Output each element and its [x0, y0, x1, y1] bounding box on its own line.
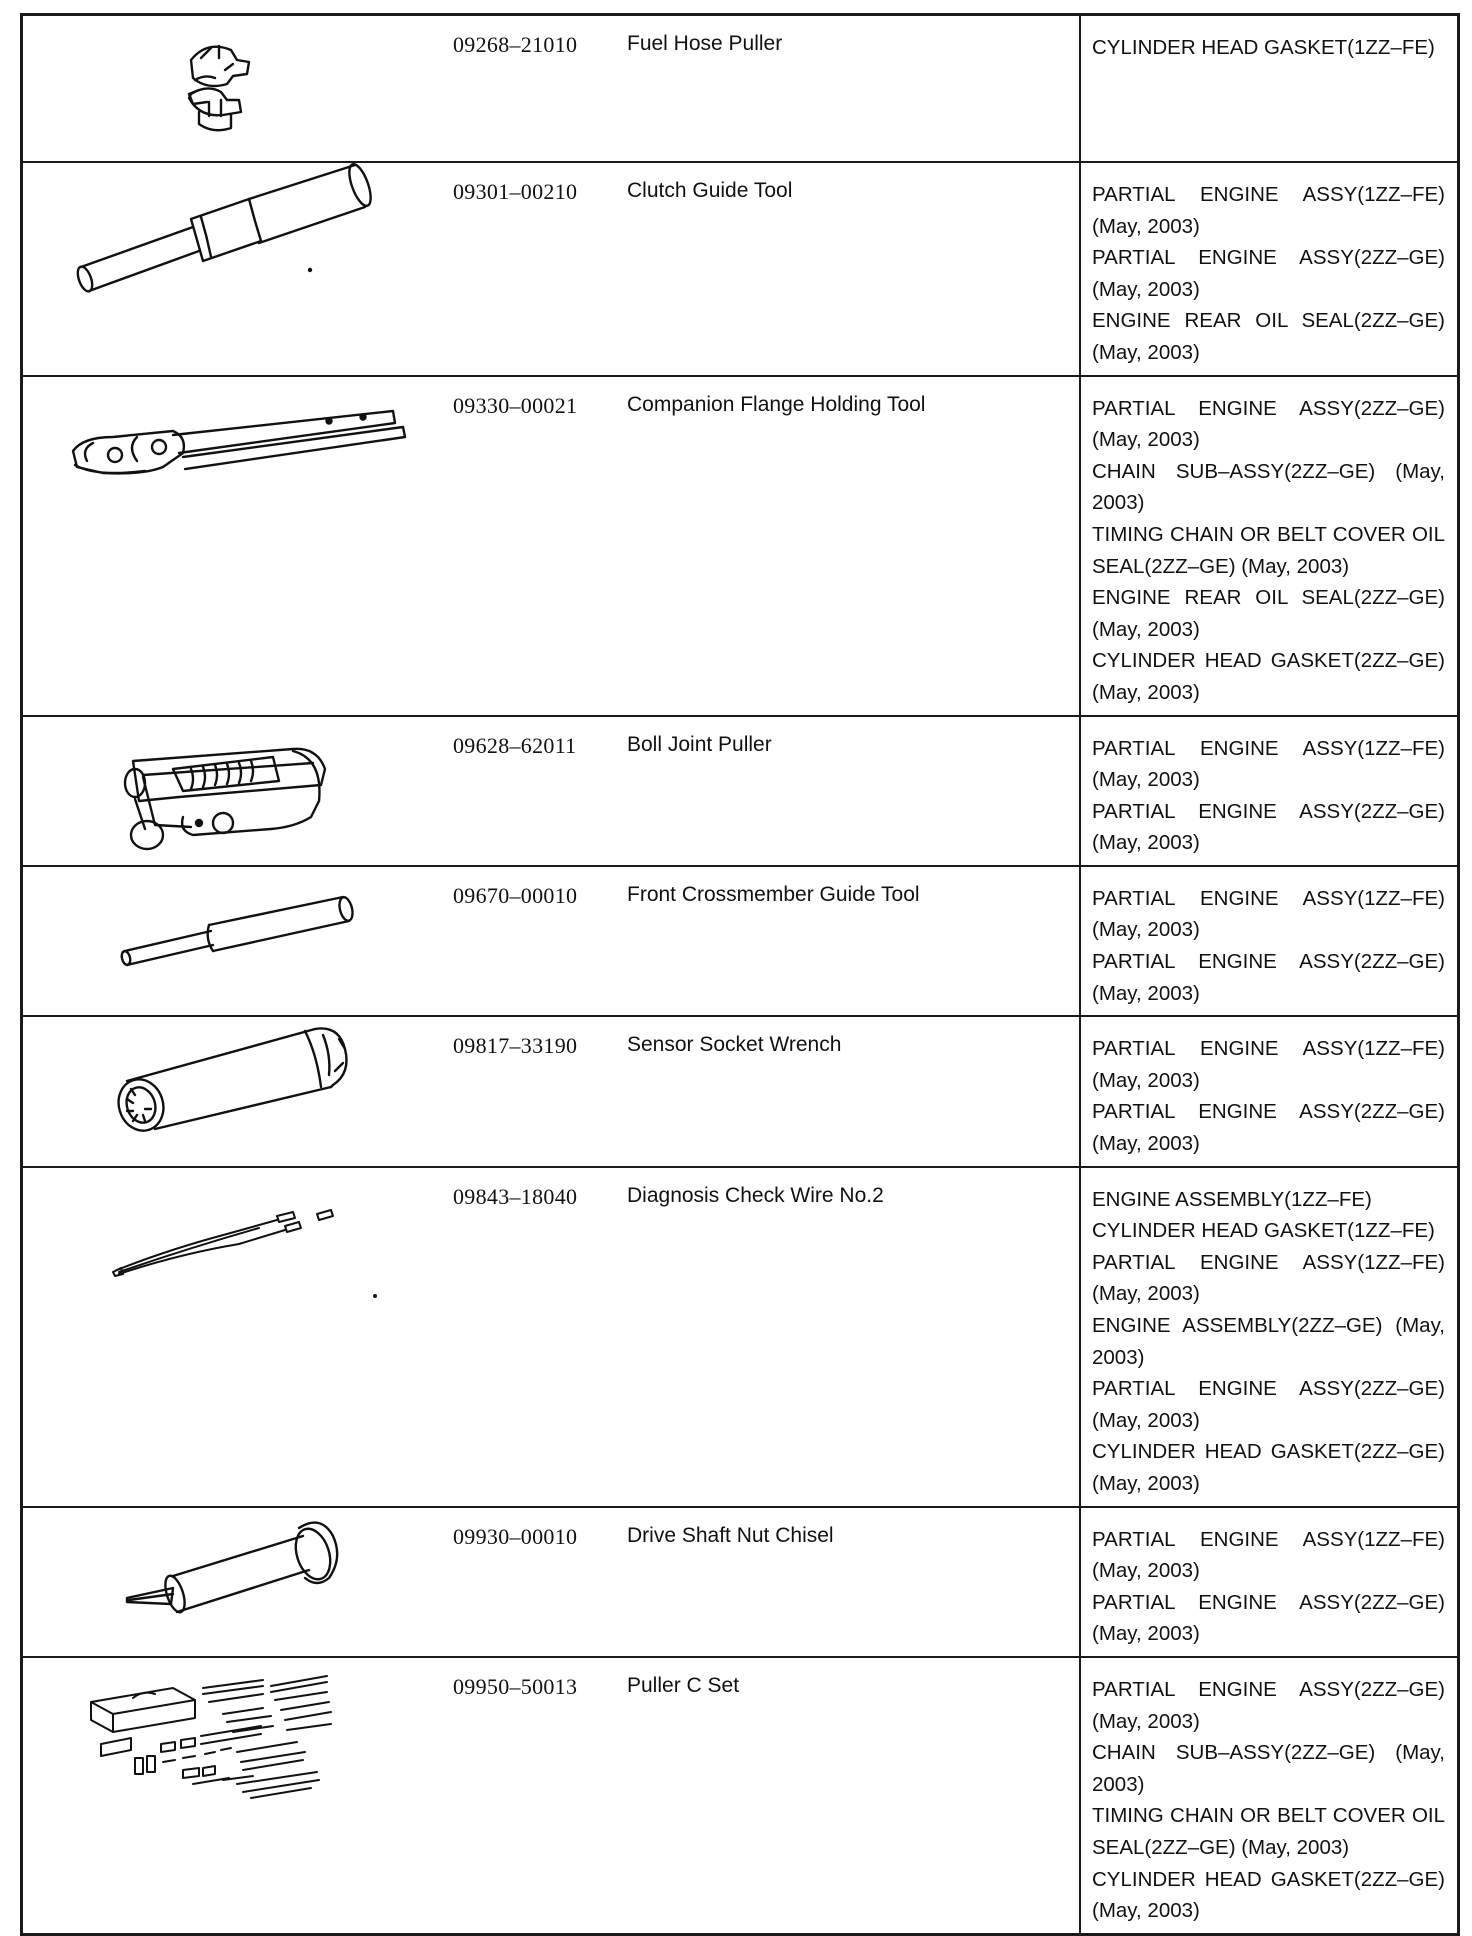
tool-name: Drive Shaft Nut Chisel [627, 1523, 834, 1547]
application-entry: CYLINDER HEAD GASKET(2ZZ–GE) (May, 2003) [1092, 1440, 1445, 1495]
part-info-cell [429, 15, 1080, 163]
illustration-cell [22, 866, 430, 1016]
puller-c-set-illustration [23, 1658, 429, 1916]
part-number: 09301–00210 [453, 179, 578, 204]
part-number: 09843–18040 [453, 1183, 578, 1209]
illustration-cell [22, 376, 430, 716]
front-crossmember-guide-tool-illustration [23, 867, 429, 1007]
tool-name: Front Crossmember Guide Tool [627, 882, 920, 906]
applications-cell [1080, 716, 1459, 866]
part-info-cell [429, 1507, 1080, 1657]
application-entry: CHAIN SUB–ASSY(2ZZ–GE) (May, 2003) [1092, 1741, 1445, 1796]
part-info-cell [429, 866, 1080, 1016]
part-number: 09950–50013 [453, 1673, 578, 1699]
applications-cell [1080, 1016, 1459, 1166]
application-entry: PARTIAL ENGINE ASSY(2ZZ–GE) (May, 2003) [1092, 1377, 1445, 1432]
application-entry: PARTIAL ENGINE ASSY(2ZZ–GE) (May, 2003) [1092, 950, 1445, 1005]
illustration-cell [22, 15, 430, 163]
application-entry: ENGINE ASSEMBLY(2ZZ–GE) (May, 2003) [1092, 1314, 1445, 1369]
application-entry: PARTIAL ENGINE ASSY(1ZZ–FE) (May, 2003) [1092, 1527, 1445, 1583]
application-entry: PARTIAL ENGINE ASSY(2ZZ–GE) (May, 2003) [1092, 1677, 1445, 1733]
part-info-cell [429, 162, 1080, 376]
part-info-cell [429, 1016, 1080, 1166]
ball-joint-puller-illustration [23, 717, 429, 857]
application-entry: PARTIAL ENGINE ASSY(2ZZ–GE) (May, 2003) [1092, 396, 1445, 452]
sensor-socket-wrench-illustration [23, 1017, 429, 1157]
illustration-cell [22, 1507, 430, 1657]
applications-cell [1080, 162, 1459, 376]
companion-flange-holding-tool-illustration [23, 377, 429, 695]
illustration-cell [22, 716, 430, 866]
application-entry: CHAIN SUB–ASSY(2ZZ–GE) (May, 2003) [1092, 459, 1445, 515]
illustration-cell [22, 1016, 430, 1166]
part-info-cell [429, 716, 1080, 866]
application-entry: CYLINDER HEAD GASKET(1ZZ–FE) [1092, 1219, 1435, 1243]
table-row [22, 15, 1459, 163]
clutch-guide-tool-illustration [23, 163, 429, 357]
application-entry: PARTIAL ENGINE ASSY(2ZZ–GE) (May, 2003) [1092, 1100, 1445, 1156]
illustration-cell [22, 1657, 430, 1934]
part-info-cell [429, 1657, 1080, 1934]
part-info-cell [429, 376, 1080, 716]
tool-name: Puller C Set [627, 1673, 740, 1697]
application-entry: PARTIAL ENGINE ASSY(1ZZ–FE) (May, 2003) [1092, 1037, 1445, 1092]
application-entry: PARTIAL ENGINE ASSY(1ZZ–FE) (May, 2003) [1092, 886, 1445, 942]
tool-name: Sensor Socket Wrench [627, 1033, 842, 1057]
application-entry: TIMING CHAIN OR BELT COVER OIL SEAL(2ZZ–GE) (May, 2003) [1092, 1804, 1445, 1859]
application-entry: PARTIAL ENGINE ASSY(1ZZ–FE) (May, 2003) [1092, 736, 1445, 792]
applications-cell [1080, 1657, 1459, 1934]
diagnosis-check-wire-illustration [23, 1168, 429, 1486]
drive-shaft-nut-chisel-illustration [23, 1508, 429, 1648]
table-row [22, 716, 1459, 866]
application-entry: CYLINDER HEAD GASKET(2ZZ–GE) (May, 2003) [1092, 1867, 1445, 1923]
table-row [22, 866, 1459, 1016]
application-entry: CYLINDER HEAD GASKET(2ZZ–GE) (May, 2003) [1092, 649, 1445, 704]
tool-name: Diagnosis Check Wire No.2 [627, 1183, 884, 1207]
part-number: 09330–00021 [453, 392, 578, 418]
tool-name: Fuel Hose Puller [627, 32, 783, 55]
tool-name: Boll Joint Puller [627, 732, 772, 756]
illustration-cell [22, 162, 430, 376]
applications-cell [1080, 1167, 1459, 1507]
application-entry: ENGINE REAR OIL SEAL(2ZZ–GE) (May, 2003) [1092, 309, 1445, 364]
applications-cell [1080, 1507, 1459, 1657]
applications-cell [1080, 376, 1459, 716]
table-row [22, 1657, 1459, 1934]
table-row [22, 1016, 1459, 1166]
application-entry: PARTIAL ENGINE ASSY(1ZZ–FE) (May, 2003) [1092, 1250, 1445, 1306]
part-number: 09817–33190 [453, 1033, 578, 1059]
part-info-cell [429, 1167, 1080, 1507]
part-number: 09930–00010 [453, 1523, 578, 1549]
application-entry: ENGINE REAR OIL SEAL(2ZZ–GE) (May, 2003) [1092, 586, 1445, 641]
applications-cell [1080, 15, 1459, 163]
tool-name: Clutch Guide Tool [627, 179, 793, 202]
table-row [22, 162, 1459, 376]
application-entry: ENGINE ASSEMBLY(1ZZ–FE) [1092, 1187, 1372, 1211]
application-entry: TIMING CHAIN OR BELT COVER OIL SEAL(2ZZ–GE) (May, 2003) [1092, 522, 1445, 578]
illustration-cell [22, 1167, 430, 1507]
applications-cell [1080, 866, 1459, 1016]
application-entry: PARTIAL ENGINE ASSY(2ZZ–GE) (May, 2003) [1092, 1590, 1445, 1646]
part-number: 09628–62011 [453, 732, 577, 758]
tool-name: Companion Flange Holding Tool [627, 392, 926, 416]
fuel-hose-puller-illustration [23, 16, 429, 156]
table-row [22, 1507, 1459, 1657]
special-service-tools-table [20, 13, 1460, 1936]
table-row [22, 1167, 1459, 1507]
part-number: 09670–00010 [453, 882, 578, 908]
application-entry: PARTIAL ENGINE ASSY(1ZZ–FE) (May, 2003) [1092, 183, 1445, 238]
application-entry: PARTIAL ENGINE ASSY(2ZZ–GE) (May, 2003) [1092, 246, 1445, 301]
application-entry: CYLINDER HEAD GASKET(1ZZ–FE) [1092, 36, 1435, 59]
table-row [22, 376, 1459, 716]
part-number: 09268–21010 [453, 32, 578, 57]
application-entry: PARTIAL ENGINE ASSY(2ZZ–GE) (May, 2003) [1092, 799, 1445, 855]
